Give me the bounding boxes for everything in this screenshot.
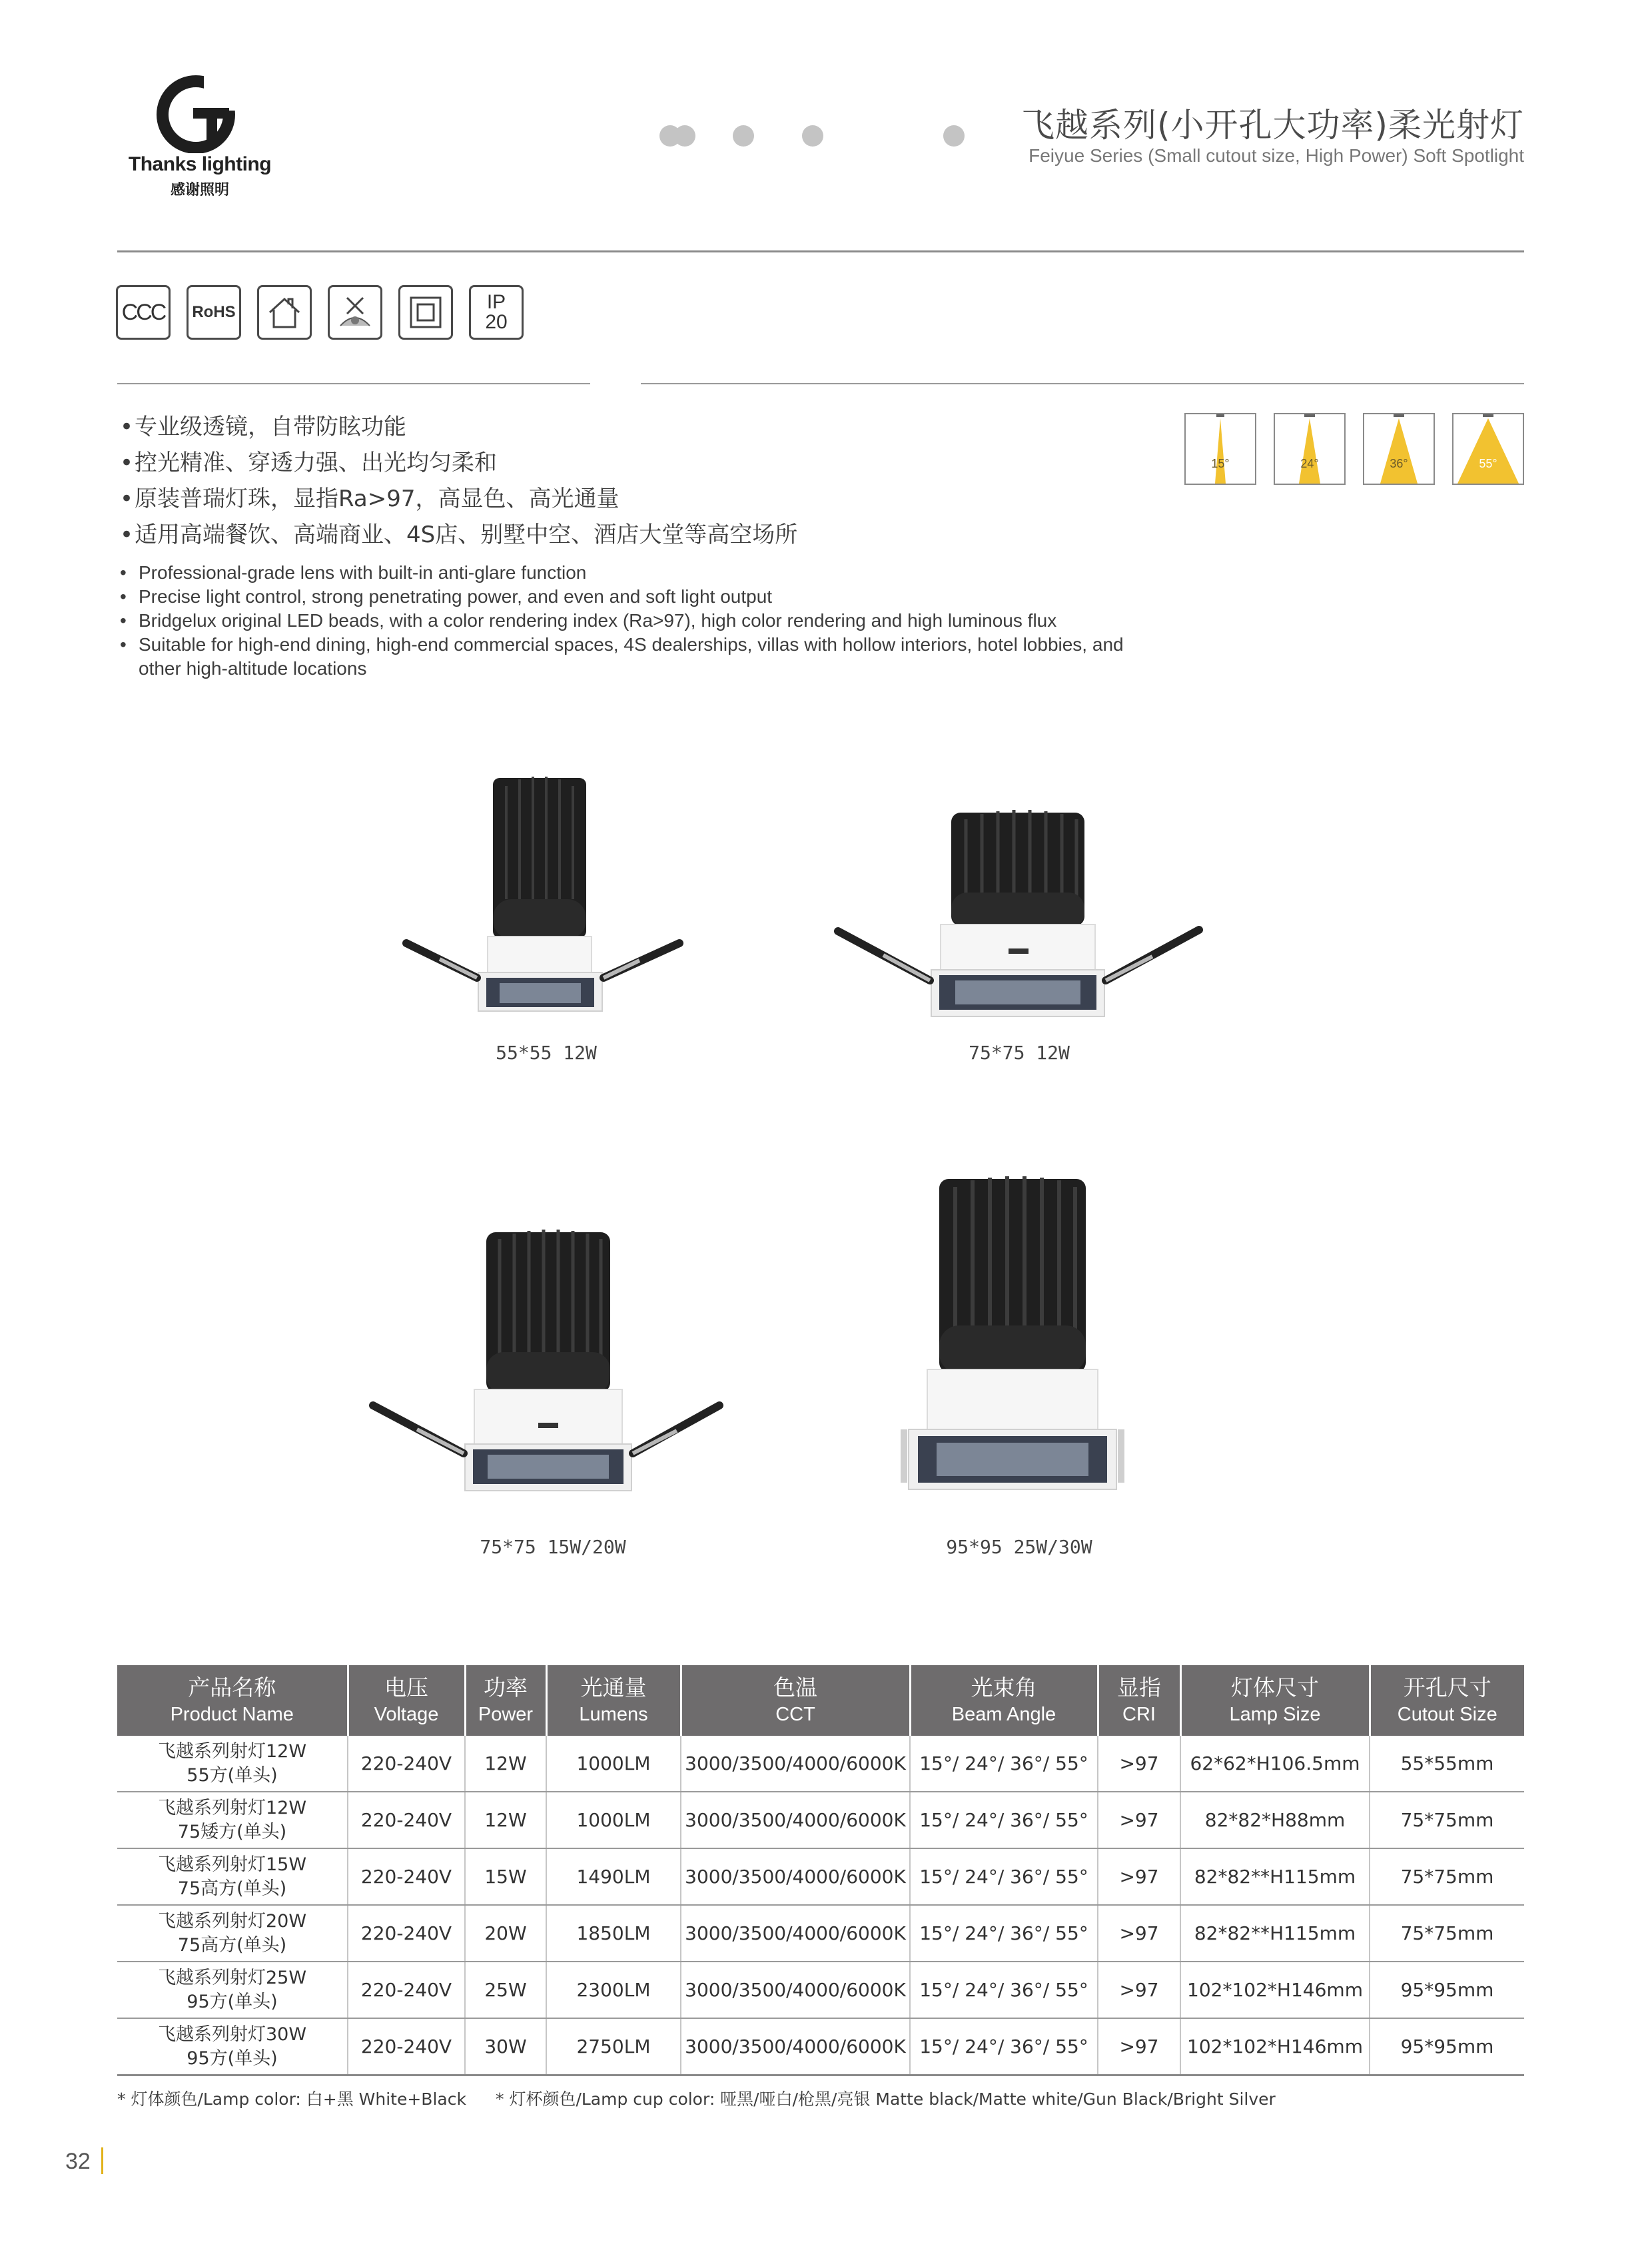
cell-lamp-size: 102*102*H146mm (1180, 2018, 1370, 2075)
ccc-icon: CCC (116, 285, 171, 340)
cell-lamp-size: 102*102*H146mm (1180, 1962, 1370, 2018)
certification-icons (116, 285, 542, 342)
col-header-cutout-size: 开孔尺寸 Cutout Size (1370, 1665, 1524, 1736)
page-title-cn: 飞越系列(小开孔大功率)柔光射灯 (1021, 106, 1524, 145)
note-lamp-color: * 灯体颜色/Lamp color: 白+黑 White+Black (117, 2089, 466, 2109)
class-II-double-insulation-icon (398, 285, 453, 340)
table-row (117, 1962, 1524, 2018)
cell-cri: >97 (1098, 1962, 1180, 2018)
cell-beam-angle: 15°/ 24°/ 36°/ 55° (910, 2018, 1098, 2075)
beam-36-icon: 36° (1363, 413, 1435, 485)
cell-cct: 3000/3500/4000/6000K (681, 2018, 910, 2075)
cell-power: 30W (465, 2018, 546, 2075)
cell-lamp-size: 82*82**H115mm (1180, 1905, 1370, 1962)
product-image-55-12w (400, 766, 693, 1019)
cell-voltage: 220-240V (348, 1848, 465, 1905)
cell-cutout-size: 75*75mm (1370, 1905, 1524, 1962)
feature-cn-item: •原装普瑞灯珠，显指Ra>97，高显色、高光通量 (120, 486, 620, 512)
feature-en-item: • Professional-grade lens with built-in anti-glare function (120, 562, 587, 583)
note-cup-color: * 灯杯颜色/Lamp cup color: 哑黑/哑白/枪黑/亮银 Matte black/Matte white/Gun Black/Bright Silver (496, 2089, 1276, 2109)
cell-cri: >97 (1098, 1792, 1180, 1848)
cell-cri: >97 (1098, 1736, 1180, 1792)
cell-lumens: 1000LM (546, 1736, 681, 1792)
cell-voltage: 220-240V (348, 1905, 465, 1962)
feature-en-item: • Bridgelux original LED beads, with a color rendering index (Ra>97), high color rendering and high luminous flux (120, 610, 1057, 631)
cell-cri: >97 (1098, 2018, 1180, 2075)
cell-power: 20W (465, 1905, 546, 1962)
cell-power: 12W (465, 1736, 546, 1792)
cell-product-name: 飞越系列射灯30W 95方(单头) (117, 2018, 348, 2075)
ip20-icon: IP 20 (469, 285, 524, 340)
cell-cutout-size: 75*75mm (1370, 1848, 1524, 1905)
cell-voltage: 220-240V (348, 1792, 465, 1848)
cell-lamp-size: 82*82**H115mm (1180, 1848, 1370, 1905)
cell-lumens: 1490LM (546, 1848, 681, 1905)
feature-cn-item: •适用高端餐饮、高端商业、4S店、别墅中空、酒店大堂等高空场所 (120, 522, 798, 548)
col-header-product-name: 产品名称 Product Name (117, 1665, 348, 1736)
product-caption: 95*95 25W/30W (946, 1536, 1092, 1558)
table-row (117, 1905, 1524, 1962)
beam-55-icon: 55° (1452, 413, 1524, 485)
cell-voltage: 220-240V (348, 1962, 465, 2018)
table-row (117, 1736, 1524, 1792)
cell-cct: 3000/3500/4000/6000K (681, 1905, 910, 1962)
cell-cutout-size: 95*95mm (1370, 2018, 1524, 2075)
cell-voltage: 220-240V (348, 1736, 465, 1792)
spec-table (117, 1665, 1524, 2076)
cell-lumens: 1850LM (546, 1905, 681, 1962)
brand-logo (113, 75, 286, 201)
page-number: 32 (65, 2149, 91, 2174)
beam-15-icon: 15° (1184, 413, 1256, 485)
beam-24-icon: 24° (1274, 413, 1346, 485)
table-header-row (117, 1665, 1524, 1736)
cell-product-name: 飞越系列射灯20W 75高方(单头) (117, 1905, 348, 1962)
cell-lumens: 1000LM (546, 1792, 681, 1848)
cell-cct: 3000/3500/4000/6000K (681, 1848, 910, 1905)
cell-product-name: 飞越系列射灯15W 75高方(单头) (117, 1848, 348, 1905)
thanks-lighting-logo-icon (156, 75, 242, 153)
page-number-accent (101, 2147, 103, 2174)
cell-beam-angle: 15°/ 24°/ 36°/ 55° (910, 1792, 1098, 1848)
table-row (117, 1792, 1524, 1848)
product-caption: 75*75 15W/20W (480, 1536, 626, 1558)
cell-cct: 3000/3500/4000/6000K (681, 1792, 910, 1848)
section-divider-left (117, 383, 590, 384)
product-image-75-12w (833, 799, 1206, 1026)
col-header-cri: 显指 CRI (1098, 1665, 1180, 1736)
cell-voltage: 220-240V (348, 2018, 465, 2075)
cell-power: 15W (465, 1848, 546, 1905)
beam-angle-icons (1184, 413, 1525, 488)
cell-lamp-size: 82*82*H88mm (1180, 1792, 1370, 1848)
decorative-dots (659, 125, 973, 149)
cell-cri: >97 (1098, 1848, 1180, 1905)
col-header-beam-angle: 光束角 Beam Angle (910, 1665, 1098, 1736)
product-image-95-25-30w (893, 1166, 1132, 1499)
cell-cutout-size: 75*75mm (1370, 1792, 1524, 1848)
product-caption: 75*75 12W (969, 1042, 1070, 1064)
cell-power: 25W (465, 1962, 546, 2018)
header-divider (117, 250, 1524, 252)
cell-cct: 3000/3500/4000/6000K (681, 1962, 910, 2018)
col-header-power: 功率 Power (465, 1665, 546, 1736)
cell-product-name: 飞越系列射灯25W 95方(单头) (117, 1962, 348, 2018)
section-divider-right (641, 383, 1524, 384)
table-row (117, 1848, 1524, 1905)
features-cn (120, 409, 797, 553)
features-en (120, 561, 1159, 681)
cell-cutout-size: 95*95mm (1370, 1962, 1524, 2018)
cell-beam-angle: 15°/ 24°/ 36°/ 55° (910, 1962, 1098, 2018)
feature-cn-item: •专业级透镜，自带防眩功能 (120, 414, 406, 440)
indoor-use-icon (257, 285, 312, 340)
cell-cri: >97 (1098, 1905, 1180, 1962)
cell-beam-angle: 15°/ 24°/ 36°/ 55° (910, 1848, 1098, 1905)
cell-cct: 3000/3500/4000/6000K (681, 1736, 910, 1792)
cell-lumens: 2750LM (546, 2018, 681, 2075)
cell-lumens: 2300LM (546, 1962, 681, 2018)
col-header-lumens: 光通量 Lumens (546, 1665, 681, 1736)
cell-beam-angle: 15°/ 24°/ 36°/ 55° (910, 1736, 1098, 1792)
cell-product-name: 飞越系列射灯12W 55方(单头) (117, 1736, 348, 1792)
rohs-icon: RoHS (187, 285, 241, 340)
cell-lamp-size: 62*62*H106.5mm (1180, 1736, 1370, 1792)
col-header-voltage: 电压 Voltage (348, 1665, 465, 1736)
feature-cn-item: •控光精准、穿透力强、出光均匀柔和 (120, 450, 497, 476)
product-image-75-15-20w (360, 1219, 733, 1499)
col-header-cct: 色温 CCT (681, 1665, 910, 1736)
cell-beam-angle: 15°/ 24°/ 36°/ 55° (910, 1905, 1098, 1962)
product-caption: 55*55 12W (496, 1042, 597, 1064)
cell-product-name: 飞越系列射灯12W 75矮方(单头) (117, 1792, 348, 1848)
feature-en-item: • Suitable for high-end dining, high-end commercial spaces, 4S dealerships, villas with hollow interiors, hotel lobbies, and other high-altitude locations (120, 634, 1124, 679)
col-header-lamp-size: 灯体尺寸 Lamp Size (1180, 1665, 1370, 1736)
page-title-en: Feiyue Series (Small cutout size, High Power) Soft Spotlight (1029, 145, 1524, 166)
feature-en-item: • Precise light control, strong penetrating power, and even and soft light output (120, 586, 773, 607)
brand-name-cn: 感谢照明 (170, 182, 229, 198)
no-cover-insulation-icon (328, 285, 382, 340)
brand-name-en: Thanks lighting (128, 153, 272, 175)
table-row (117, 2018, 1524, 2075)
cell-cutout-size: 55*55mm (1370, 1736, 1524, 1792)
cell-power: 12W (465, 1792, 546, 1848)
